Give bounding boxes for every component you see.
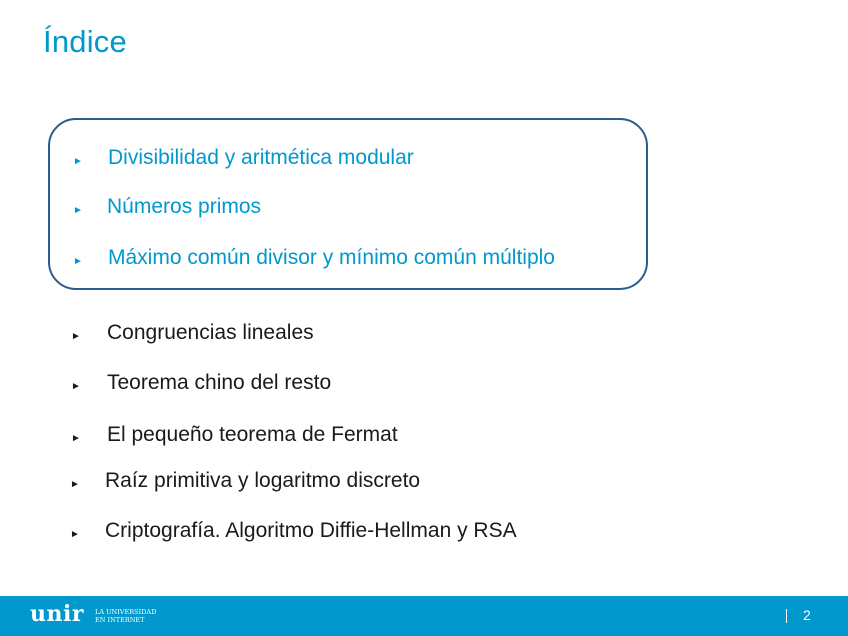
- triangle-right-icon: ►: [71, 433, 81, 444]
- footer-separator: [786, 609, 787, 623]
- list-item-label: Divisibilidad y aritmética modular: [108, 146, 414, 169]
- list-item-label: Raíz primitiva y logaritmo discreto: [105, 469, 421, 492]
- triangle-right-icon: ►: [71, 331, 81, 342]
- list-item-label: Criptografía. Algoritmo Diffie-Hellman y RSA: [105, 519, 517, 542]
- triangle-right-icon: ►: [70, 479, 80, 490]
- slide-title: Índice: [43, 24, 127, 59]
- list-item: [0, 423, 700, 453]
- footer-bar: [0, 596, 848, 636]
- unir-logo: unir: [30, 601, 84, 627]
- logo-subtitle: LA UNIVERSIDAD EN INTERNET: [95, 608, 157, 624]
- list-item: [0, 146, 700, 176]
- list-item-label: Teorema chino del resto: [107, 371, 332, 394]
- list-item: [0, 321, 700, 351]
- list-item: [0, 246, 700, 276]
- list-item-label: Máximo común divisor y mínimo común múltiplo: [108, 246, 555, 269]
- triangle-right-icon: ►: [73, 205, 83, 216]
- page-number: 2: [803, 607, 811, 623]
- triangle-right-icon: ►: [70, 529, 80, 540]
- list-item-label: Números primos: [107, 195, 262, 218]
- triangle-right-icon: ►: [73, 256, 83, 267]
- triangle-right-icon: ►: [73, 156, 83, 167]
- list-item-label: Congruencias lineales: [107, 321, 314, 344]
- list-item: [0, 469, 700, 499]
- list-item: [0, 195, 700, 225]
- list-item: [0, 371, 700, 401]
- triangle-right-icon: ►: [71, 381, 81, 392]
- list-item: [0, 519, 700, 549]
- list-item-label: El pequeño teorema de Fermat: [107, 423, 398, 446]
